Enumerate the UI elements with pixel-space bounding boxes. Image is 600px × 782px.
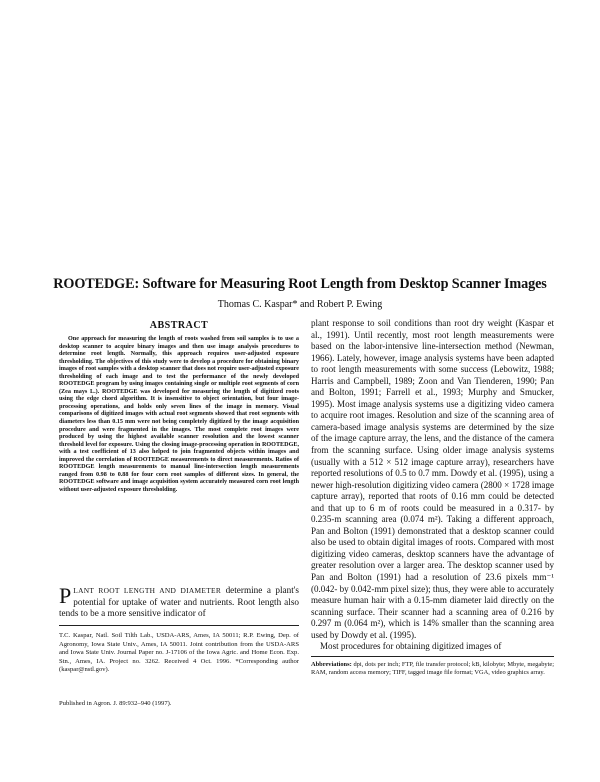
abstract-body: One approach for measuring the length of roots washed from soil samples is to use a desktop scanner to acquire binary images and then use image analysis procedures to determine root length. Normally, this approach requires user-adjusted exposure thresholding. The objectives of this study were to develop a procedure for obtaining binary images of root samples with a desktop scanner that does not require user-adjusted exposure thresholding of each image and to test the performance of the newly developed ROOTEDGE program by using images containing single or multiple root segments of corn (Zea mays L.). ROOTEDGE was developed for measuring the length of digitized roots using the edge chord algorithm. It is insensitive to object orientation, but four image-processing operations, and holds only seven lines of the image in memory. Visual comparisons of digitized images with actual root segments showed that root segments with diameters less than 0.15 mm were not being completely digitized by the image acquisition procedure and were fragmented in the images. The most complete root images were produced by using the highest available scanner resolution and the lowest scanner threshold level for exposure. Using the closing image-processing operation in ROOTEDGE, with a test coefficient of 13 also helped to join fragmented objects within images and improved the correlation of ROOTEDGE measurements to direct measurements. Ratios of ROOTEDGE length measurements to manual line-intersection length measurements ranged from 0.98 to 0.88 for four corn root samples of different sizes. In general, the ROOTEDGE software and image acquisition system accurately measured corn root length without user-adjusted exposure thresholding.	[59, 336, 299, 493]
abbreviations-divider	[311, 656, 554, 657]
body-paragraph-1: plant response to soil conditions than root dry weight (Kaspar et al., 1991). Until recently, most root length measurements were based on the labor-intensive line-intersection method (Newman, 1966). Lately, however, image analysis systems have been adapted to root length measurements with some success (Lebowitz, 1988; Harris and Campbell, 1989; Zoon and Van Tienderen, 1990; Pan and Bolton, 1991; Farrell et al., 1993; Murphy and Smucker, 1995). Most image analysis systems use a digitizing video camera to acquire root images. Resolution and size of the scanning area of camera-based image analysis systems are determined by the size of the image capture array, the lens, and the distance of the camera from the scanning surface. Using older image analysis systems (usually with a 512 × 512 image capture array), researchers have reported resolutions of 0.5 to 0.7 mm. Dowdy et al. (1995), using a newer high-resolution digitizing video camera (2800 × 1728 image capture array), reported that roots of 0.16 mm could be detected and that up to 6 m of roots could be measured in a 0.317- by 0.235-m scanning area (0.074 m²). Taking a different approach, Pan and Bolton (1991) demonstrated that a desktop scanner could also be used to obtain digital images of roots. Compared with most digitizing video cameras, desktop scanners have the advantage of greater resolution over a larger area. The desktop scanner used by Pan and Bolton (1991) had a resolution of 23.6 pixels mm⁻¹ (0.042- by 0.042-mm pixel size); thus, they were able to accurately measure human hair with a 0.15-mm diameter laid directly on the scanning surface. Their scanner had a scanning area of 0.216 by 0.297 m (0.064 m²), which is 14% smaller than the scanning area used by Dowdy et al. (1995).	[311, 318, 554, 640]
footnote-divider	[59, 625, 299, 626]
intro-smallcaps: LANT ROOT LENGTH AND DIAMETER	[73, 586, 222, 595]
intro-text: determine a plant's potential for uptake of water and nutrients. Root length also tends to be a more sensitive indicator of	[59, 585, 300, 618]
abbreviations-label: Abbreviations:	[311, 661, 352, 668]
abbreviations-text: dpi, dots per inch; FTP, file transfer protocol; kB, kilobyte; Mbyte, megabyte; RAM, random access memory; TIFF, tagged image file format; VGA, video graphics array.	[311, 661, 554, 677]
article-authors: Thomas C. Kaspar* and Robert P. Ewing	[217, 299, 383, 310]
abstract-section	[59, 318, 299, 494]
abbreviations-note	[311, 661, 554, 677]
article-title: ROOTEDGE: Software for Measuring Root Length from Desktop Scanner Images	[53, 276, 547, 292]
drop-cap: P	[59, 583, 72, 608]
body-paragraph-2: Most procedures for obtaining digitized images of	[320, 641, 502, 652]
right-column	[311, 318, 554, 653]
introduction-paragraph	[59, 585, 299, 620]
publication-info: Published in Agron. J. 89:932–940 (1997).	[59, 700, 172, 707]
author-footnote: T.C. Kaspar, Natl. Soil Tilth Lab., USDA-ARS, Ames, IA 50011; R.P. Ewing, Dep. of Agronomy, Iowa State Univ., Ames, IA 50011. Joint contribution from the USDA-ARS and Iowa State Univ. Journal Paper no. J-17106 of the Iowa Agric. and Home Econ. Exp. Stn., Ames, IA. Project no. 3262. Received 4 Oct. 1996. *Corresponding author (kaspar@nstl.gov).	[59, 632, 299, 673]
abstract-heading: ABSTRACT	[149, 320, 209, 331]
